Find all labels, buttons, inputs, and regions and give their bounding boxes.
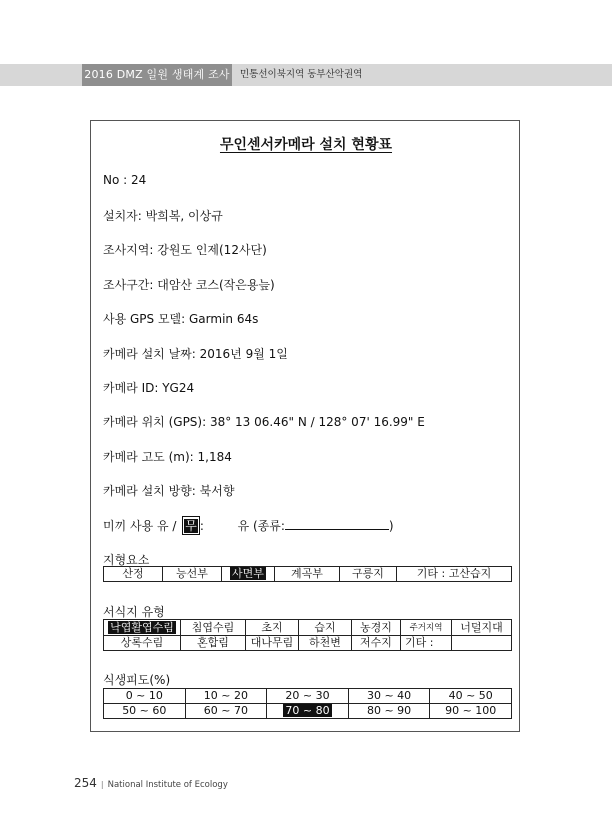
footer-org: National Institute of Ecology — [107, 780, 228, 790]
habitat-cell: 습지 — [299, 620, 352, 636]
bait-close: ) — [388, 519, 394, 533]
table-row — [104, 704, 512, 719]
coverage-cell: 50 ~ 60 — [104, 704, 186, 719]
coverage-table — [103, 688, 512, 719]
field-survey-section: 조사구간: 대암산 코스(작은용늪) — [103, 278, 275, 292]
coverage-label: 식생피도(%) — [103, 673, 171, 687]
terrain-cell: 산정 — [104, 567, 163, 582]
habitat-cell: 초지 — [246, 620, 299, 636]
header-series-tab: 2016 DMZ 일원 생태계 조사 — [82, 64, 232, 86]
field-no: No : 24 — [103, 173, 147, 187]
header-section-title: 민통선이북지역 동부산악권역 — [240, 69, 363, 80]
bait-prefix: 미끼 사용 유 / — [103, 519, 181, 533]
footer-separator: | — [100, 780, 104, 789]
coverage-cell: 80 ~ 90 — [348, 704, 430, 719]
field-installer: 설치자: 박희복, 이상규 — [103, 209, 223, 223]
habitat-cell: 대나무림 — [246, 636, 299, 651]
coverage-cell-selected: 70 ~ 80 — [267, 704, 349, 719]
table-row — [104, 636, 512, 651]
field-survey-area: 조사지역: 강원도 인제(12사단) — [103, 243, 267, 257]
coverage-cell: 60 ~ 70 — [185, 704, 267, 719]
page-footer — [74, 776, 228, 790]
habitat-cell-selected: 낙엽활엽수림 — [104, 620, 181, 636]
bait-selected-checkbox — [182, 516, 200, 535]
habitat-cell: 농경지 — [352, 620, 401, 636]
bait-option: 유 (종류: — [237, 519, 285, 533]
habitat-cell: 하천변 — [299, 636, 352, 651]
habitat-cell: 침엽수림 — [181, 620, 246, 636]
habitat-cell — [452, 636, 512, 651]
habitat-label: 서식지 유형 — [103, 605, 165, 619]
field-camera-id: 카메라 ID: YG24 — [103, 381, 195, 395]
terrain-cell-selected: 사면부 — [222, 567, 275, 582]
habitat-cell: 너덜지대 — [452, 620, 512, 636]
field-altitude: 카메라 고도 (m): 1,184 — [103, 450, 232, 464]
habitat-cell: 주거지역 — [401, 620, 452, 636]
terrain-label: 지형요소 — [103, 553, 150, 567]
habitat-cell: 혼합림 — [181, 636, 246, 651]
terrain-cell: 능선부 — [163, 567, 222, 582]
form-title: 무인센서카메라 설치 현황표 — [219, 137, 393, 153]
table-row — [104, 689, 512, 704]
table-row — [104, 567, 512, 582]
terrain-table — [103, 566, 512, 582]
table-row — [104, 620, 512, 636]
field-bait — [103, 516, 394, 535]
habitat-cell: 기타 : — [401, 636, 452, 651]
habitat-cell: 상록수림 — [104, 636, 181, 651]
coverage-cell: 30 ~ 40 — [348, 689, 430, 704]
coverage-cell: 40 ~ 50 — [430, 689, 512, 704]
coverage-cell: 10 ~ 20 — [185, 689, 267, 704]
bait-colon: : — [199, 519, 204, 533]
bait-type-blank — [285, 518, 389, 530]
coverage-cell: 20 ~ 30 — [267, 689, 349, 704]
field-gps-model: 사용 GPS 모델: Garmin 64s — [103, 312, 259, 326]
field-direction: 카메라 설치 방향: 북서향 — [103, 484, 235, 498]
terrain-cell: 계곡부 — [275, 567, 340, 582]
field-gps-position: 카메라 위치 (GPS): 38° 13 06.46" N / 128° 07' 16.99" E — [103, 415, 425, 429]
page-number: 254 — [74, 776, 97, 790]
terrain-cell: 기타 : 고산습지 — [397, 567, 512, 582]
field-install-date: 카메라 설치 날짜: 2016년 9월 1일 — [103, 347, 288, 361]
habitat-cell: 저수지 — [352, 636, 401, 651]
terrain-cell: 구릉지 — [340, 567, 397, 582]
coverage-cell: 90 ~ 100 — [430, 704, 512, 719]
habitat-table — [103, 619, 512, 651]
bait-selected-value: 무 — [185, 519, 197, 533]
coverage-cell: 0 ~ 10 — [104, 689, 186, 704]
